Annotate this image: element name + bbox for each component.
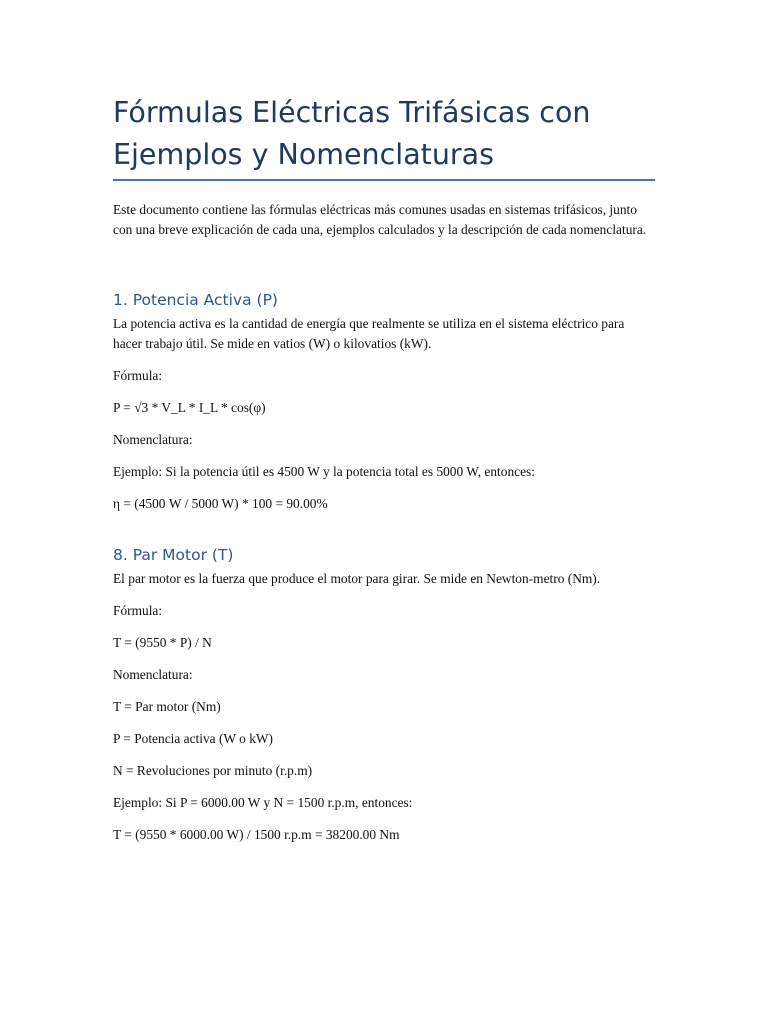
example-text: Ejemplo: Si P = 6000.00 W y N = 1500 r.p.m, entonces: — [113, 795, 413, 810]
nomenclature-label: Nomenclatura: — [113, 667, 193, 682]
formula: P = √3 * V_L * I_L * cos(φ) — [113, 400, 266, 415]
nomenclature-item: N = Revoluciones por minuto (r.p.m) — [113, 763, 313, 778]
intro-paragraph: Este documento contiene las fórmulas eléctricas más comunes usadas en sistemas trifásicos, junto con una breve explicación de cada una, ejemplos calculados y la descripción de cada nomenclatura. — [113, 202, 647, 237]
example-result: η = (4500 W / 5000 W) * 100 = 90.00% — [113, 496, 328, 511]
section-heading-potencia-activa: 1. Potencia Activa (P) — [113, 291, 278, 309]
nomenclature-item: T = Par motor (Nm) — [113, 699, 221, 714]
document-title: Fórmulas Eléctricas Trifásicas con Ejemplos y Nomenclaturas — [113, 96, 591, 171]
title-underline — [113, 179, 655, 181]
formula-label: Fórmula: — [113, 603, 163, 618]
nomenclature-item: P = Potencia activa (W o kW) — [113, 731, 274, 746]
example-result: T = (9550 * 6000.00 W) / 1500 r.p.m = 38200.00 Nm — [113, 827, 400, 842]
nomenclature-label: Nomenclatura: — [113, 432, 193, 447]
section-heading-par-motor: 8. Par Motor (T) — [113, 546, 234, 564]
example-text: Ejemplo: Si la potencia útil es 4500 W y la potencia total es 5000 W, entonces: — [113, 464, 535, 479]
section-description: El par motor es la fuerza que produce el motor para girar. Se mide en Newton-metro (Nm). — [113, 571, 601, 586]
formula-label: Fórmula: — [113, 368, 163, 383]
section-description: La potencia activa es la cantidad de energía que realmente se utiliza en el sistema eléctrico para hacer trabajo útil. Se mide en vatios (W) o kilovatios (kW). — [113, 316, 625, 351]
formula: T = (9550 * P) / N — [113, 635, 212, 650]
